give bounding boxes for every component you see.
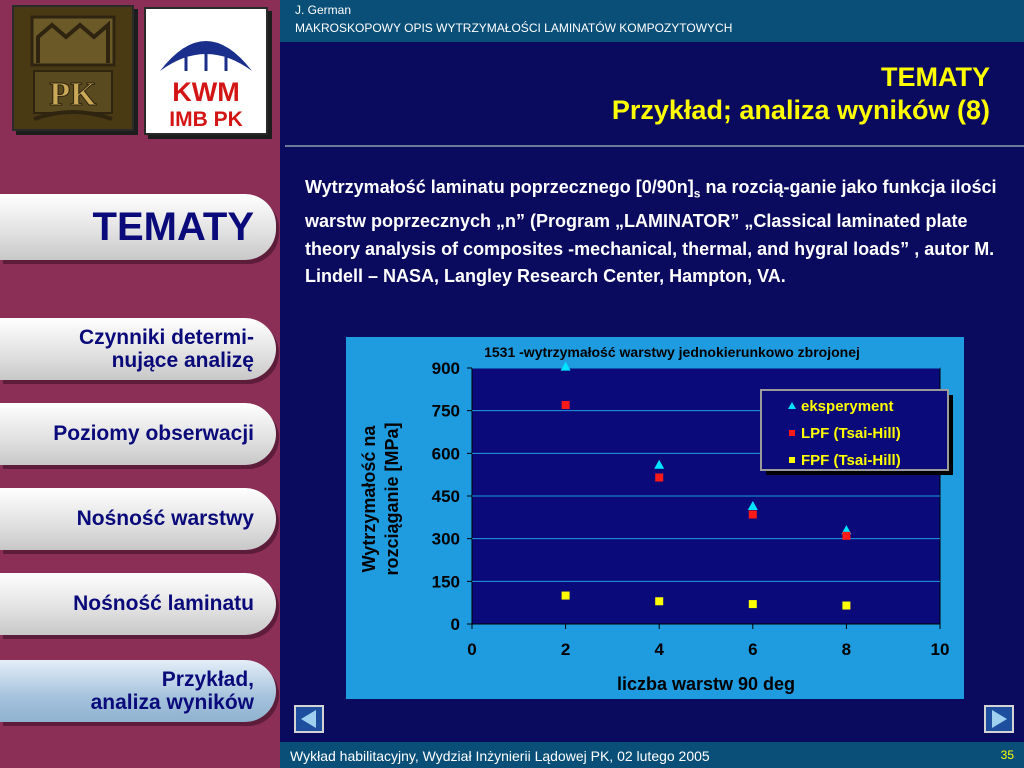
- x-tick-label: 4: [654, 640, 664, 659]
- pk-logo: [12, 5, 134, 131]
- legend-marker: [789, 457, 795, 463]
- data-point-fpf: [842, 602, 850, 610]
- y-tick-label: 0: [450, 615, 460, 634]
- svg-text:IMB PK: IMB PK: [169, 108, 243, 131]
- y-axis-label-line2: rozciąganie [MPa]: [382, 422, 402, 576]
- x-axis-label: liczba warstw 90 deg: [616, 674, 796, 694]
- x-tick-label: 6: [748, 640, 758, 659]
- strength-chart: [346, 337, 966, 701]
- course-title: MAKROSKOPOWY OPIS WYTRZYMAŁOŚCI LAMINATÓW KOMPOZYTOWYCH: [295, 21, 733, 35]
- x-tick-label: 10: [930, 640, 950, 659]
- data-point-fpf: [655, 597, 663, 605]
- page-number: 35: [1000, 748, 1014, 762]
- sidebar-item-przyklad[interactable]: [0, 660, 276, 722]
- kwm-logo: [144, 7, 268, 135]
- slide-subtitle: Przykład; analiza wyników (8): [611, 95, 990, 125]
- y-tick-label: 150: [431, 572, 460, 592]
- data-point-lpf: [562, 401, 570, 409]
- x-tick-label: 0: [467, 640, 477, 659]
- sidebar-header-temat[interactable]: [0, 194, 276, 260]
- legend-label: FPF (Tsai-Hill): [801, 452, 901, 469]
- body-text: Wytrzymałość laminatu poprzecznego $[0/90n]_s$ na rozcią-ganie jako funkcja ilości warstw poprzecznych „n” (Program „LAMINATOR” „Classical laminated plate theory analysis of composites -mechanical, thermal, and hygral loads” , autor M. Lindell – NASA, Langley Research Center, Hampton, VA.: [305, 177, 997, 287]
- pk-logo-graphic: [14, 7, 132, 129]
- y-tick-label: 300: [431, 529, 460, 549]
- data-point-fpf: [749, 600, 757, 608]
- sidebar-item-nosnosc-warstwy[interactable]: [0, 488, 276, 550]
- x-tick-label: 8: [841, 640, 852, 659]
- data-point-lpf: [749, 510, 757, 518]
- y-axis-label-line1: Wytrzymałość na: [359, 425, 379, 573]
- sidebar-item-label: Nośność laminatu: [73, 592, 254, 615]
- legend-marker: [789, 430, 795, 436]
- kwm-logo-graphic: [146, 9, 266, 133]
- sidebar-item-poziomy[interactable]: [0, 403, 276, 465]
- y-tick-label: 600: [431, 444, 460, 464]
- y-tick-label: 750: [431, 401, 460, 421]
- y-tick-label: 450: [431, 487, 460, 506]
- next-slide-button[interactable]: [984, 705, 1014, 733]
- prev-slide-button[interactable]: [294, 705, 324, 733]
- sidebar-item-nosnosc-laminatu[interactable]: [0, 573, 276, 635]
- x-tick-label: 2: [560, 640, 571, 659]
- author-name: J. German: [295, 3, 352, 17]
- legend: [761, 390, 953, 475]
- data-point-lpf: [842, 532, 850, 540]
- y-tick-label: 900: [431, 359, 460, 378]
- legend-items: [788, 398, 901, 469]
- legend-label: LPF (Tsai-Hill): [801, 425, 901, 442]
- sidebar-header-label: TEMATY: [92, 204, 254, 249]
- footer-text: Wykład habilitacyjny, Wydział Inżynierii Lądowej PK, 02 lutego 2005: [290, 748, 710, 764]
- sidebar-item-label: Czynniki determi- nujące analizę: [78, 326, 254, 372]
- chart-title: 1531 -wytrzymałość warstwy jednokierunkowo zbrojonej: [484, 344, 860, 360]
- triangle-right-icon: [986, 707, 1012, 731]
- data-point-fpf: [562, 592, 570, 600]
- sidebar-item-label: Przykład, analiza wyników: [90, 668, 254, 714]
- sidebar-item-czynniki[interactable]: [0, 318, 276, 380]
- sidebar-item-label: Poziomy obserwacji: [53, 422, 254, 445]
- title-divider: [285, 145, 1024, 147]
- triangle-left-icon: [296, 707, 322, 731]
- data-point-lpf: [655, 474, 663, 482]
- sidebar-item-label: Nośność warstwy: [76, 507, 254, 530]
- legend-label: eksperyment: [801, 398, 894, 415]
- svg-text:KWM: KWM: [172, 77, 240, 107]
- sidebar: [0, 0, 280, 768]
- slide-title: TEMATY: [881, 62, 990, 92]
- svg-text:PK: PK: [49, 76, 97, 113]
